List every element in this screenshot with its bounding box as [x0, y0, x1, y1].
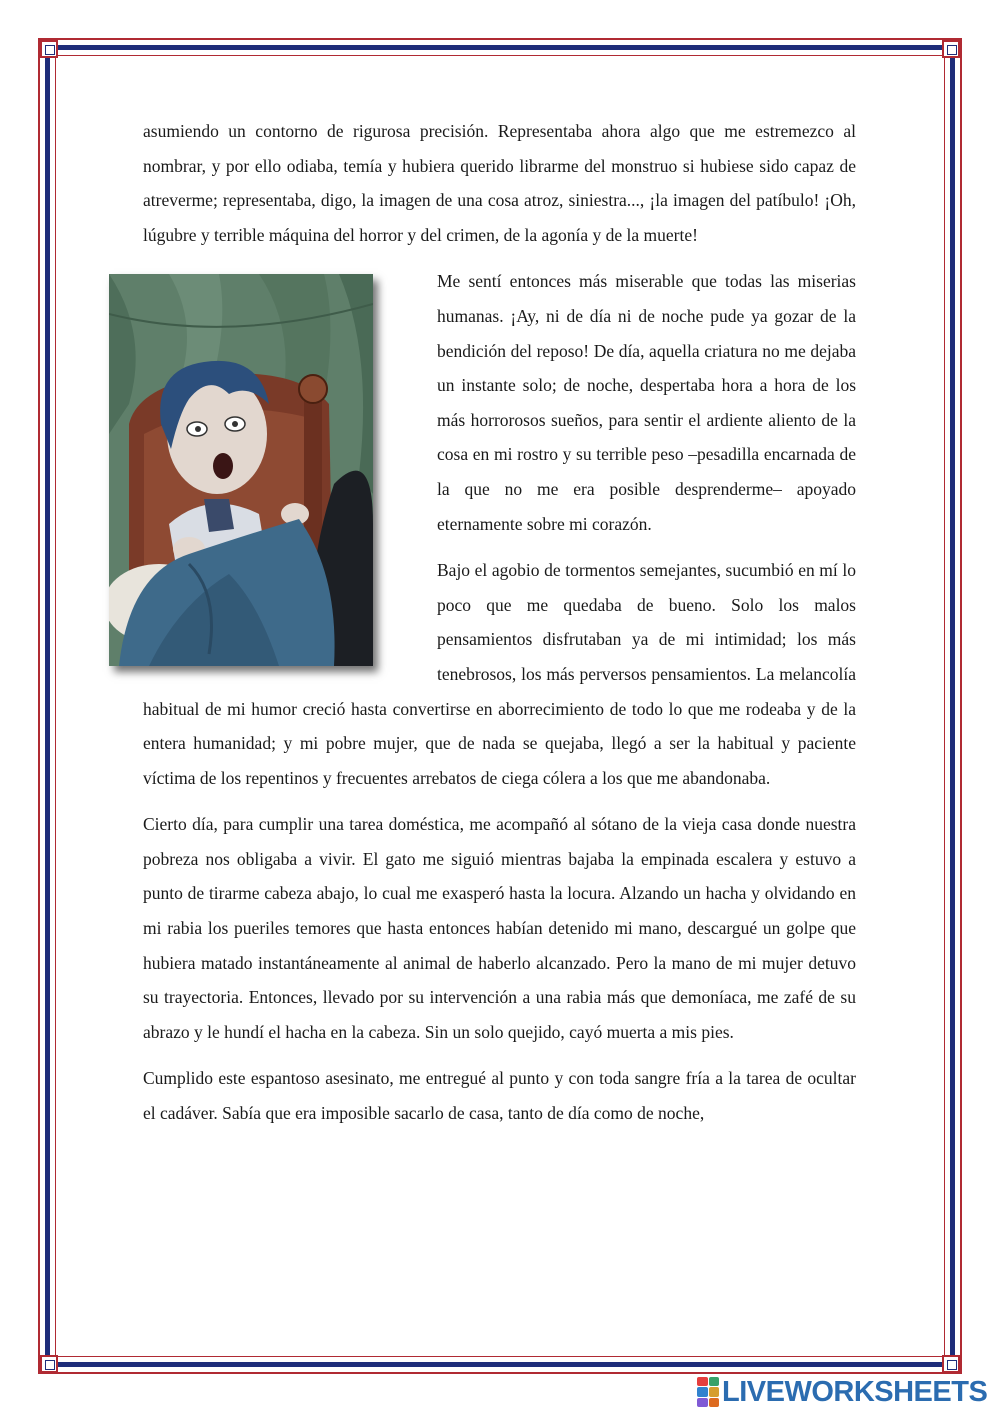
page-content	[143, 114, 856, 1143]
logo-text: LIVEWORKSHEETS	[722, 1375, 988, 1408]
liveworksheets-logo	[697, 1375, 987, 1409]
paragraph: Cumplido este espantoso asesinato, me entregué al punto y con toda sangre fría a la tarea de ocultar el cadáver. Sabía que era imposible sacarlo de casa, tanto de día como de noche,	[143, 1068, 856, 1124]
paragraph: Bajo el agobio de tormentos semejantes, sucumbió en mí lo poco que me quedaba de bueno. Solo los malos pensamientos disfrutaban ya de mi intimidad; los más tenebrosos, los más perversos pensamientos. La melancolía habitual de mi humor creció hasta convertirse en aborrecimiento de todo lo que me rodeaba y de la entera humanidad; y mi pobre mujer, que de nada se quejaba, llegó a ser la habitual y paciente víctima de los repentinos y frecuentes arrebatos de ciega cólera a los que me abandonaba.	[143, 560, 856, 788]
corner-ornament-icon	[942, 40, 960, 58]
corner-ornament-icon	[40, 40, 58, 58]
paragraph: asumiendo un contorno de rigurosa precisión. Representaba ahora algo que me estremezco al nombrar, y por ello odiaba, temía y hubiera querido librarme del monstruo si hubiese sido capaz de atreverme; representaba, digo, la imagen de una cosa atroz, siniestra..., ¡la imagen del patíbulo! ¡Oh, lúgubre y terrible máquina del horror y del crimen, de la agonía y de la muerte!	[143, 121, 856, 245]
paragraph: Me sentí entonces más miserable que todas las miserias humanas. ¡Ay, ni de día ni de noche pude ya gozar de la bendición del reposo! De día, aquella criatura no me dejaba un instante solo; de noche, despertaba hora a hora de los más horrorosos sueños, para sentir el ardiente aliento de la cosa en mi rostro y su terrible peso –pesadilla encarnada de la que no me era posible desprenderme– apoyado eternamente sobre mi corazón.	[437, 271, 856, 534]
corner-ornament-icon	[942, 1355, 960, 1373]
logo-badge-icon	[697, 1377, 719, 1407]
frightened-man-illustration	[109, 274, 373, 666]
corner-ornament-icon	[40, 1355, 58, 1373]
paragraph: Cierto día, para cumplir una tarea doméstica, me acompañó al sótano de la vieja casa donde nuestra pobreza nos obligaba a vivir. El gato me siguió mientras bajaba la empinada escalera y estuvo a punto de tirarme cabeza abajo, lo cual me exasperó hasta la locura. Alzando un hacha y olvidando en mi rabia los pueriles temores que hasta entonces habían detenido mi mano, descargué un golpe que hubiera matado instantáneamente al animal de haberlo alcanzado. Pero la mano de mi mujer detuvo su trayectoria. Entonces, llevado por su intervención a una rabia más que demoníaca, me zafé de su abrazo y le hundí el hacha en la cabeza. Sin un solo quejido, cayó muerta a mis pies.	[143, 814, 856, 1042]
